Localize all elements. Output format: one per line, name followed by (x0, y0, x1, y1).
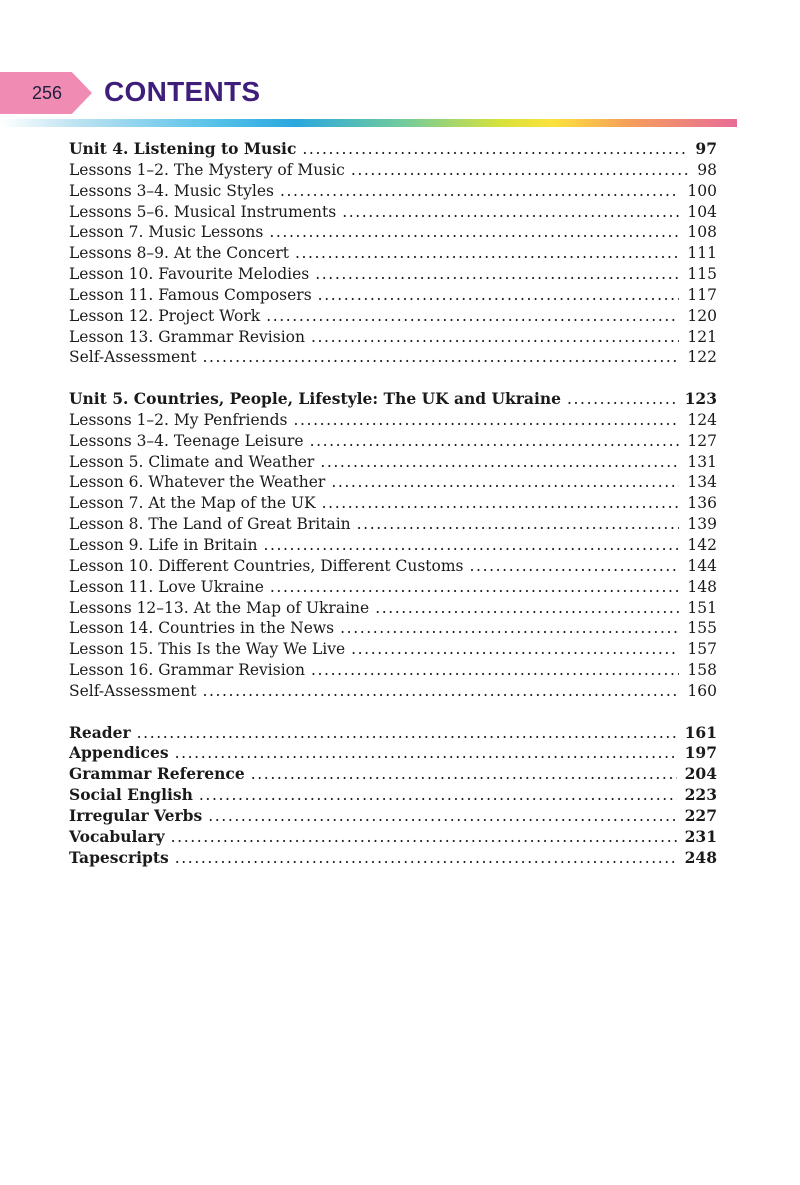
toc-entry[interactable] (69, 139, 717, 160)
toc-entry-title: Lesson 11. Love Ukraine (69, 577, 264, 596)
dot-leader (293, 410, 679, 431)
toc-entry[interactable] (69, 181, 717, 202)
toc-entry-page-number: 124 (687, 410, 717, 429)
toc-entry-title: Lesson 12. Project Work (69, 306, 261, 325)
dot-leader (331, 472, 679, 493)
toc-entry-page-number: 223 (684, 785, 717, 805)
toc-entry-title: Lessons 1–2. The Mystery of Music (69, 160, 345, 179)
dot-leader (342, 202, 679, 223)
dot-leader (311, 327, 679, 348)
toc-entry-title: Unit 5. Countries, People, Lifestyle: The UK and Ukraine (69, 389, 561, 409)
dot-leader (470, 556, 680, 577)
page-number: 256 (31, 83, 63, 103)
toc-entry-page-number: 121 (687, 327, 717, 346)
toc-entry-page-number: 197 (684, 743, 717, 763)
toc-entry-page-number: 139 (687, 515, 717, 534)
dot-leader (199, 785, 677, 806)
toc-entry-page-number: 148 (687, 577, 717, 596)
dot-leader (311, 660, 679, 681)
toc-entry[interactable] (69, 514, 717, 535)
toc-entry-title: Self-Assessment (69, 348, 197, 367)
toc-entry[interactable] (69, 827, 717, 848)
table-of-contents (69, 139, 717, 889)
toc-entry-page-number: 115 (687, 265, 717, 284)
toc-entry-page-number: 142 (687, 535, 717, 554)
dot-leader (171, 827, 677, 848)
toc-entry-title: Lessons 1–2. My Penfriends (69, 410, 288, 429)
toc-entry[interactable] (69, 327, 717, 348)
toc-entry[interactable] (69, 681, 717, 702)
toc-entry-page-number: 122 (687, 348, 717, 367)
toc-entry-title: Appendices (69, 743, 169, 763)
toc-entry-title: Lesson 7. Music Lessons (69, 223, 264, 242)
toc-entry[interactable] (69, 264, 717, 285)
dot-leader (318, 285, 680, 306)
toc-entry[interactable] (69, 764, 717, 785)
toc-entry[interactable] (69, 598, 717, 619)
toc-entry[interactable] (69, 160, 717, 181)
toc-entry[interactable] (69, 389, 717, 410)
toc-entry-page-number: 123 (684, 389, 717, 409)
toc-entry[interactable] (69, 618, 717, 639)
dot-leader (280, 181, 679, 202)
dot-leader (351, 639, 679, 660)
dot-leader (269, 222, 679, 243)
toc-entry-title: Grammar Reference (69, 764, 245, 784)
toc-entry[interactable] (69, 285, 717, 306)
toc-entry-page-number: 248 (684, 847, 717, 867)
dot-leader (310, 431, 680, 452)
toc-entry[interactable] (69, 410, 717, 431)
toc-entry-title: Lesson 9. Life in Britain (69, 535, 258, 554)
toc-entry-page-number: 108 (687, 223, 717, 242)
toc-entry-page-number: 136 (687, 494, 717, 513)
toc-entry[interactable] (69, 723, 717, 744)
toc-entry-title: Lessons 5–6. Musical Instruments (69, 202, 337, 221)
dot-leader (270, 577, 680, 598)
toc-entry-page-number: 157 (687, 640, 717, 659)
toc-entry-page-number: 127 (687, 431, 717, 450)
rainbow-divider (0, 119, 737, 127)
toc-entry-title: Vocabulary (69, 826, 165, 846)
dot-leader (295, 243, 679, 264)
toc-entry-page-number: 155 (687, 619, 717, 638)
toc-entry[interactable] (69, 577, 717, 598)
toc-entry-title: Lesson 5. Climate and Weather (69, 452, 315, 471)
toc-entry-title: Lesson 11. Famous Composers (69, 285, 312, 304)
dot-leader (263, 535, 679, 556)
toc-entry-page-number: 134 (687, 473, 717, 492)
toc-entry-page-number: 104 (687, 202, 717, 221)
toc-entry-page-number: 131 (687, 452, 717, 471)
dot-leader (208, 806, 676, 827)
toc-entry-page-number: 227 (684, 805, 717, 825)
toc-entry-title: Self-Assessment (69, 681, 197, 700)
toc-entry-page-number: 160 (687, 681, 717, 700)
toc-entry-page-number: 97 (695, 139, 717, 158)
toc-entry[interactable] (69, 556, 717, 577)
toc-section (69, 139, 717, 368)
toc-entry[interactable] (69, 202, 717, 223)
dot-leader (202, 681, 679, 702)
dot-leader (357, 514, 680, 535)
dot-leader (340, 618, 679, 639)
toc-entry-title: Lesson 8. The Land of Great Britain (69, 515, 351, 534)
toc-entry[interactable] (69, 848, 717, 869)
toc-section (69, 389, 717, 702)
toc-entry-title: Lessons 12–13. At the Map of Ukraine (69, 598, 370, 617)
toc-entry-page-number: 100 (687, 181, 717, 200)
toc-entry-page-number: 117 (687, 285, 717, 304)
dot-leader (567, 389, 677, 410)
toc-entry-page-number: 158 (687, 661, 717, 680)
toc-entry-title: Lesson 16. Grammar Revision (69, 661, 305, 680)
toc-entry[interactable] (69, 493, 717, 514)
toc-entry[interactable] (69, 785, 717, 806)
toc-section (69, 723, 717, 869)
toc-entry-page-number: 120 (687, 306, 717, 325)
toc-entry-title: Unit 4. Listening to Music (69, 139, 297, 158)
toc-entry[interactable] (69, 452, 717, 473)
dot-leader (302, 139, 687, 160)
toc-entry-title: Lessons 3–4. Music Styles (69, 181, 274, 200)
toc-entry-page-number: 161 (684, 722, 717, 742)
toc-entry[interactable] (69, 535, 717, 556)
toc-entry-title: Reader (69, 722, 131, 742)
dot-leader (320, 452, 679, 473)
toc-entry[interactable] (69, 806, 717, 827)
dot-leader (175, 848, 677, 869)
toc-entry[interactable] (69, 347, 717, 368)
toc-entry[interactable] (69, 660, 717, 681)
dot-leader (266, 306, 679, 327)
dot-leader (315, 264, 679, 285)
toc-entry[interactable] (69, 639, 717, 660)
toc-entry-title: Irregular Verbs (69, 805, 203, 825)
toc-entry-page-number: 144 (687, 556, 717, 575)
dot-leader (322, 493, 680, 514)
toc-entry-title: Lesson 14. Countries in the News (69, 619, 335, 638)
toc-entry-title: Lesson 13. Grammar Revision (69, 327, 305, 346)
toc-entry-page-number: 111 (687, 244, 717, 263)
toc-entry[interactable] (69, 743, 717, 764)
dot-leader (351, 160, 689, 181)
toc-entry-title: Lessons 8–9. At the Concert (69, 244, 289, 263)
toc-entry[interactable] (69, 306, 717, 327)
dot-leader (375, 598, 679, 619)
toc-entry[interactable] (69, 222, 717, 243)
toc-entry-title: Lesson 6. Whatever the Weather (69, 473, 326, 492)
toc-entry-title: Social English (69, 785, 193, 805)
toc-entry-title: Lesson 7. At the Map of the UK (69, 494, 316, 513)
toc-entry[interactable] (69, 243, 717, 264)
toc-entry[interactable] (69, 472, 717, 493)
page-title: CONTENTS (104, 76, 261, 107)
dot-leader (175, 743, 677, 764)
toc-entry-title: Lessons 3–4. Teenage Leisure (69, 431, 304, 450)
dot-leader (202, 347, 679, 368)
toc-entry-title: Lesson 15. This Is the Way We Live (69, 640, 346, 659)
toc-entry-page-number: 204 (684, 764, 717, 784)
toc-entry-title: Lesson 10. Favourite Melodies (69, 265, 310, 284)
dot-leader (137, 723, 677, 744)
toc-entry[interactable] (69, 431, 717, 452)
toc-entry-title: Tapescripts (69, 847, 169, 867)
toc-entry-title: Lesson 10. Different Countries, Different Customs (69, 556, 464, 575)
toc-entry-page-number: 151 (687, 598, 717, 617)
toc-entry-page-number: 98 (697, 160, 717, 179)
dot-leader (251, 764, 677, 785)
toc-entry-page-number: 231 (684, 826, 717, 846)
